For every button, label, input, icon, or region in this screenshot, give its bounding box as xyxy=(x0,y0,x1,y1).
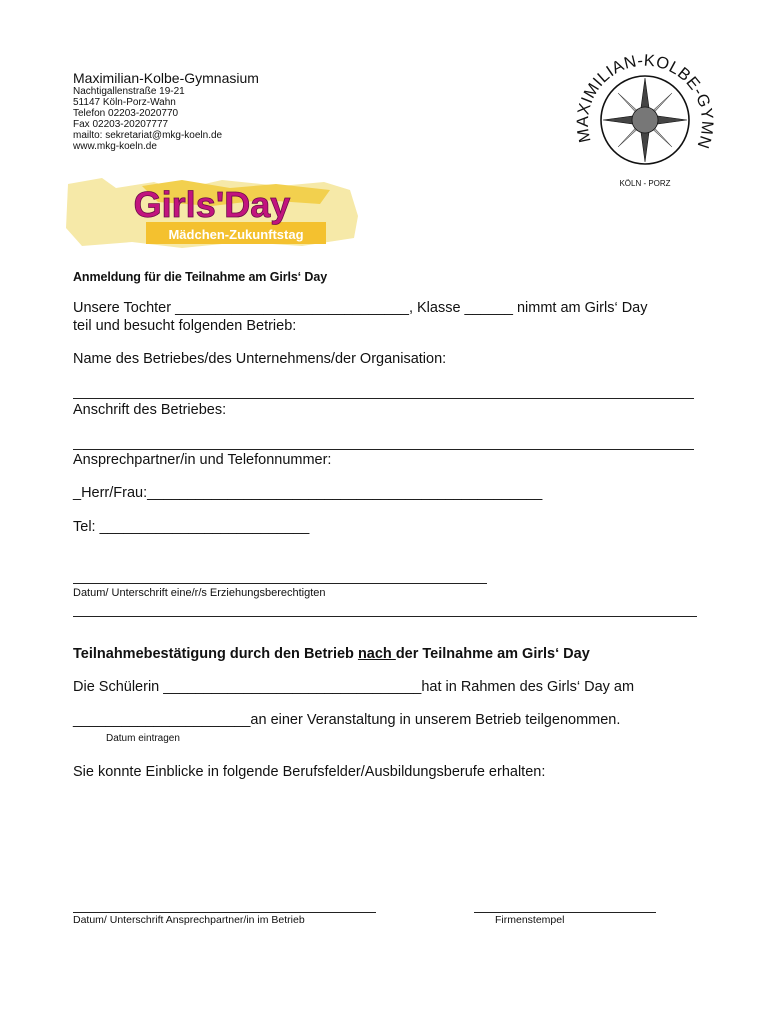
company-address-label: Anschrift des Betriebes: xyxy=(73,402,227,418)
confirmation-title-nach: nach xyxy=(357,646,396,662)
company-signature-caption: Datum/ Unterschrift Ansprechpartner/in im Betrieb xyxy=(73,914,305,926)
address-fax: Fax 02203-20207777 xyxy=(73,119,169,130)
tel-field[interactable]: Tel: __________________________ xyxy=(73,519,310,535)
confirmation-title-pre: Teilnahmebestätigung durch den Betrieb xyxy=(73,646,358,662)
company-stamp-caption: Firmenstempel xyxy=(495,914,565,926)
herr-frau-field[interactable]: _Herr/Frau:_________________________________________________ xyxy=(73,485,543,501)
address-street: Nachtigallenstraße 19-21 xyxy=(73,86,185,97)
school-name: Maximilian-Kolbe-Gymnasium xyxy=(73,70,259,86)
company-address-line[interactable] xyxy=(73,449,694,450)
confirmation-title-post: der Teilnahme am Girls‘ Day xyxy=(395,646,590,662)
contact-label: Ansprechpartner/in und Telefonnummer: xyxy=(73,452,332,468)
girls-day-logo xyxy=(62,176,362,250)
company-name-line[interactable] xyxy=(73,398,694,399)
student-line: Die Schülerin ________________________________hat in Rahmen des Girls‘ Day am xyxy=(73,679,635,695)
parent-signature-line[interactable] xyxy=(73,583,487,584)
company-name-label: Name des Betriebes/des Unternehmens/der Organisation: xyxy=(73,351,447,367)
address-website: www.mkg-koeln.de xyxy=(73,141,157,152)
registration-title: Anmeldung für die Teilnahme am Girls‘ Day xyxy=(73,270,328,284)
section-divider xyxy=(73,616,697,617)
daughter-line: Unsere Tochter _____________________________, Klasse ______ nimmt am Girls‘ Day xyxy=(73,300,648,316)
date-hint: Datum eintragen xyxy=(106,733,180,744)
career-fields-label: Sie konnte Einblicke in folgende Berufsfelder/Ausbildungsberufe erhalten: xyxy=(73,764,546,780)
event-line: ______________________an einer Veranstaltung in unserem Betrieb teilgenommen. xyxy=(73,712,621,728)
girls-day-subtitle: Mädchen-Zukunftstag xyxy=(168,227,304,242)
address-phone: Telefon 02203-2020770 xyxy=(73,108,179,119)
confirmation-title xyxy=(73,646,590,662)
address-city: 51147 Köln-Porz-Wahn xyxy=(73,97,176,108)
address-email: mailto: sekretariat@mkg-koeln.de xyxy=(73,130,223,141)
seal-bottom-text: KÖLN - PORZ xyxy=(619,179,671,188)
seal-ring-text: MAXIMILIAN-KOLBE-GYMN xyxy=(573,51,717,151)
parent-signature-caption: Datum/ Unterschrift eine/r/s Erziehungsberechtigten xyxy=(73,587,326,599)
company-visit-line: teil und besucht folgenden Betrieb: xyxy=(73,318,297,334)
school-seal xyxy=(570,45,720,195)
company-signature-line[interactable] xyxy=(73,912,376,913)
company-stamp-line[interactable] xyxy=(474,912,656,913)
girls-day-wordmark: Girls'Day xyxy=(133,184,291,225)
